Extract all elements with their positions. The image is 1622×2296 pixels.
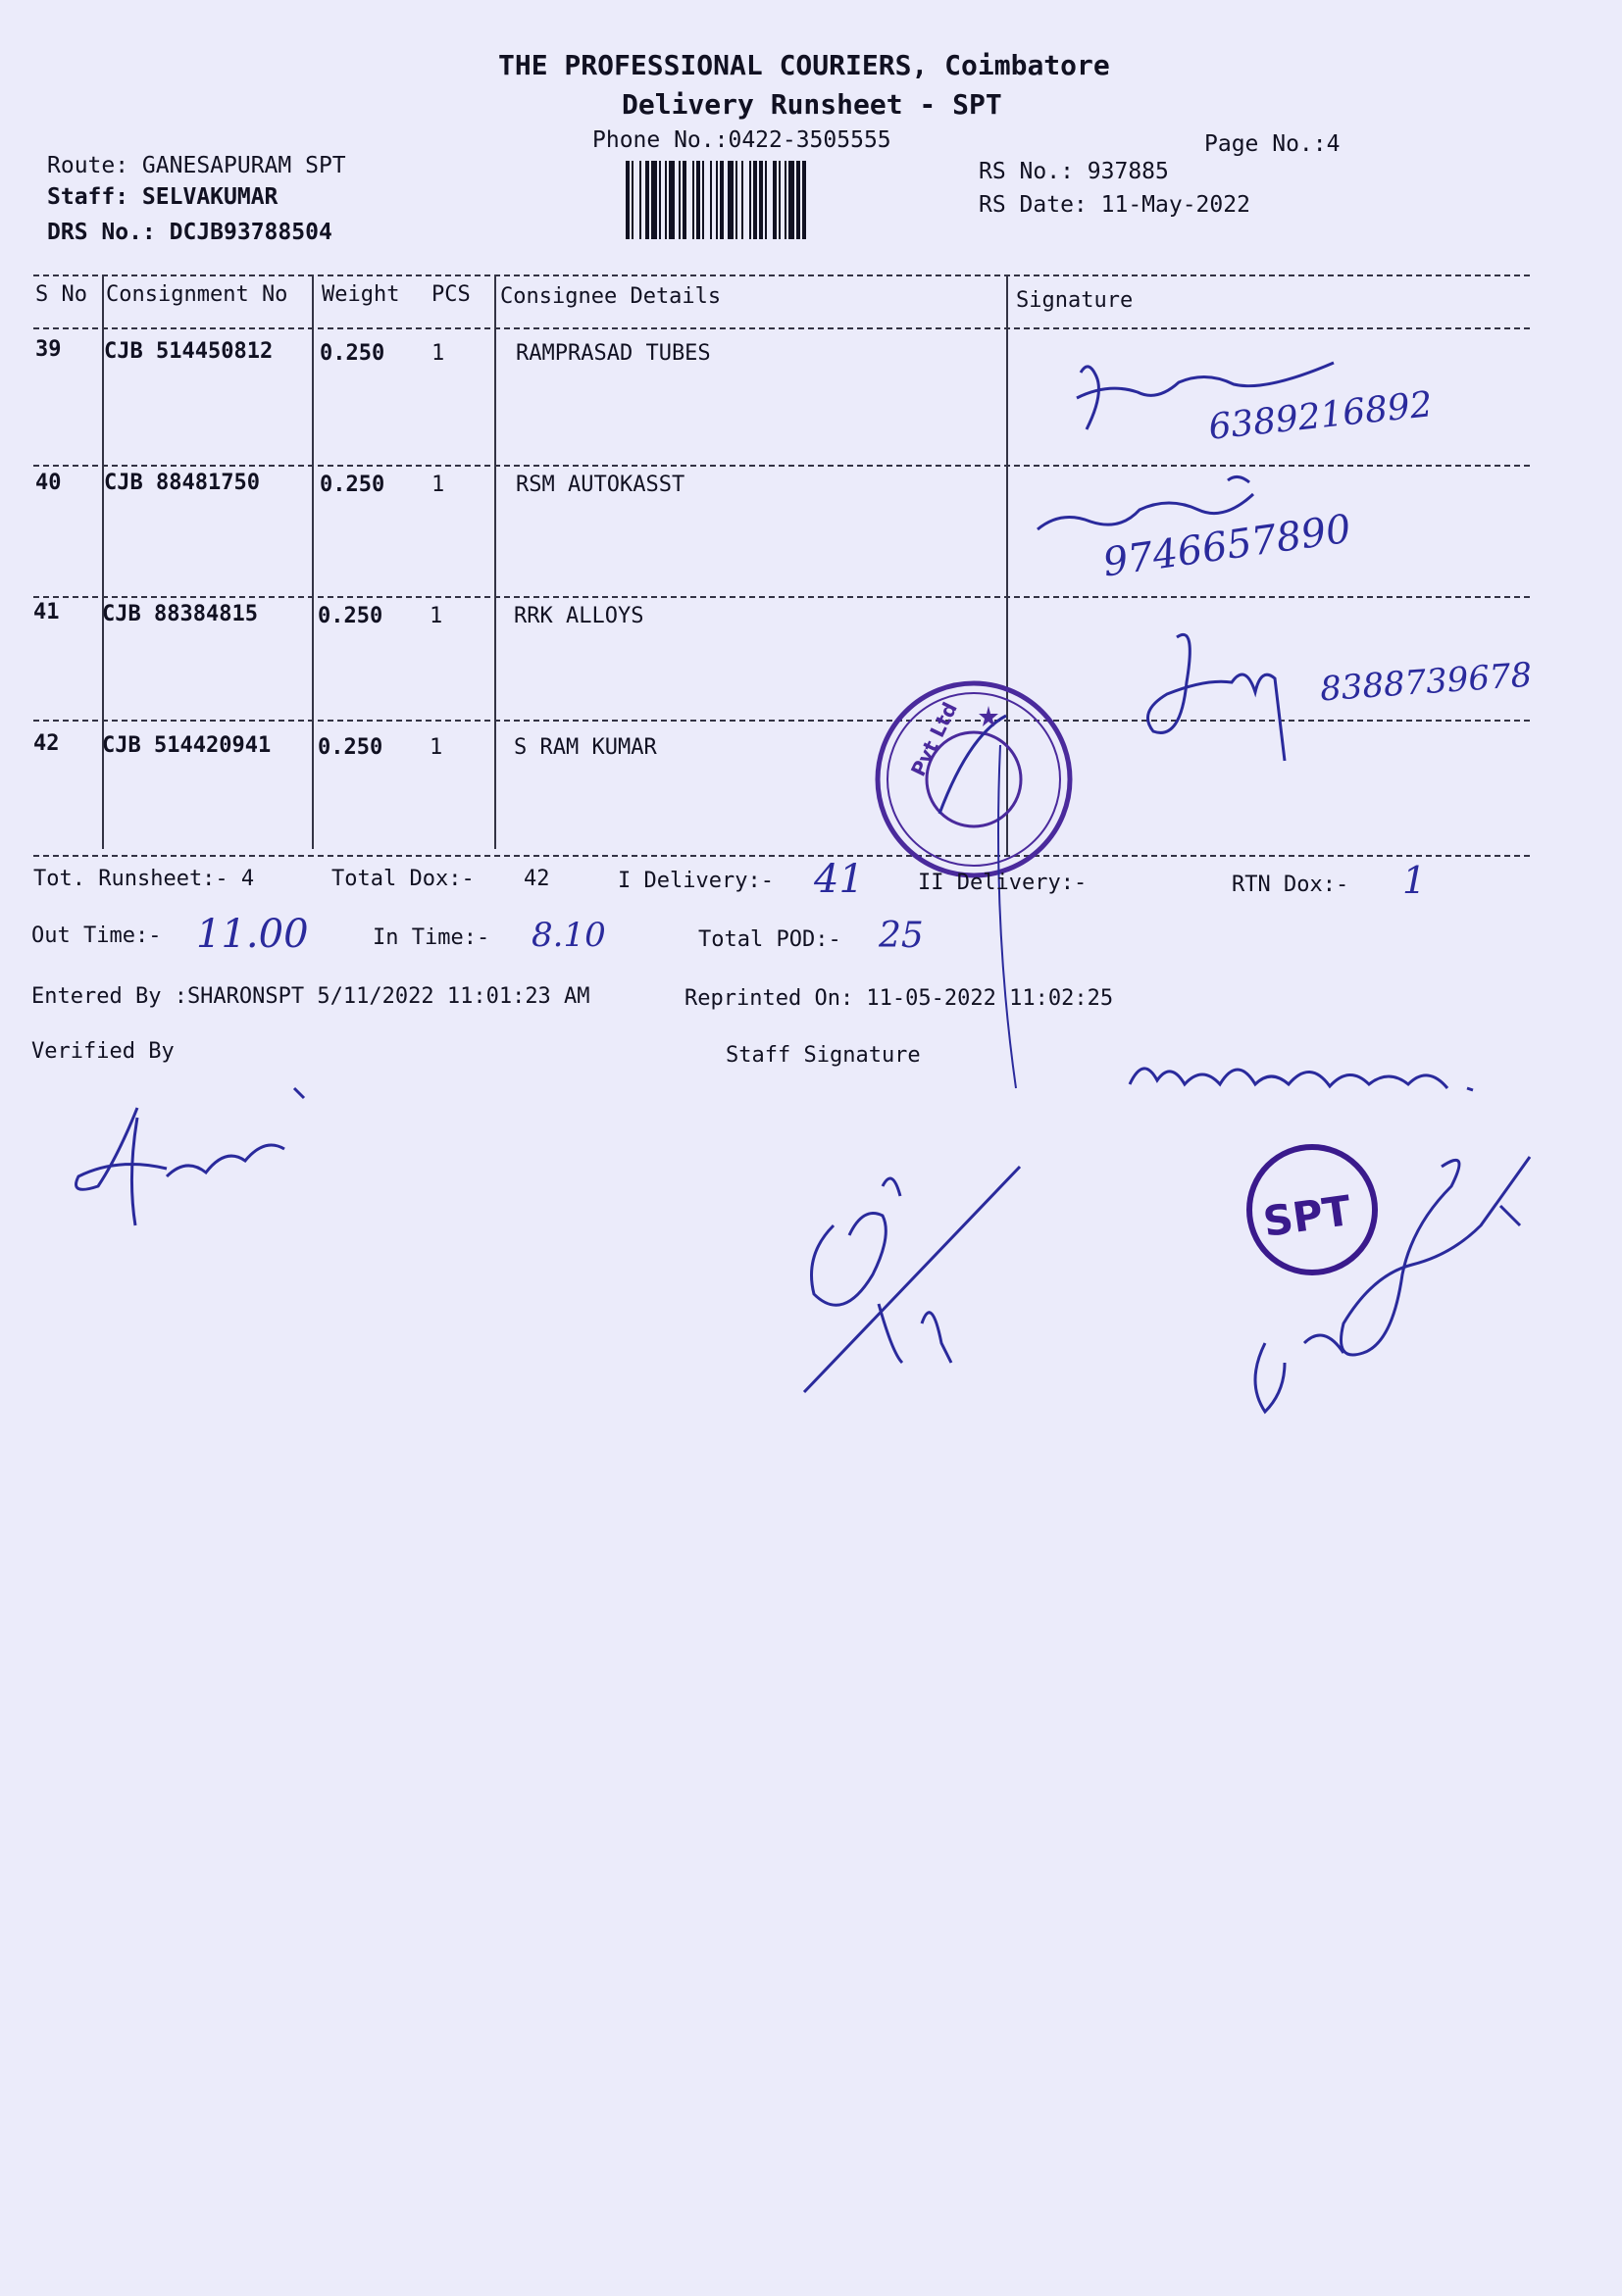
- row-2-phone-note: 9746657890: [1100, 506, 1354, 586]
- rtn-dox-label: RTN Dox:-: [1232, 873, 1349, 897]
- row-1-sno: 39: [35, 337, 62, 362]
- ink-stroke: [981, 745, 1039, 1098]
- row-3-signature: [1138, 624, 1314, 767]
- ii-delivery-label: II Delivery:-: [918, 871, 1088, 895]
- row-2-consignee: RSM AUTOKASST: [516, 473, 685, 497]
- row-1-weight: 0.250: [320, 341, 385, 366]
- table-top-rule: [33, 275, 1530, 276]
- row-4-sno: 42: [33, 731, 60, 756]
- col-header-pcs: PCS: [431, 282, 471, 307]
- in-time-value: 8.10: [532, 916, 606, 955]
- staff-name-handwriting: [1124, 1045, 1496, 1104]
- row-3-pcs: 1: [430, 604, 443, 628]
- total-pod-label: Total POD:-: [698, 927, 841, 952]
- route-label: Route: GANESAPURAM SPT: [47, 153, 346, 178]
- entered-by: Entered By :SHARONSPT 5/11/2022 11:01:23 AM: [31, 984, 590, 1009]
- row-3-consignment: CJB 88384815: [102, 602, 258, 626]
- staff-signature-mark: [785, 1127, 1039, 1402]
- col-header-consignee: Consignee Details: [500, 284, 722, 309]
- phone-number: Phone No.:0422-3505555: [592, 127, 891, 153]
- table-bottom-rule: [33, 855, 1530, 857]
- row-3-sno: 41: [33, 600, 60, 624]
- row-3-consignee: RRK ALLOYS: [514, 604, 644, 628]
- reprinted-on: Reprinted On: 11-05-2022 11:02:25: [684, 986, 1114, 1011]
- in-time-label: In Time:-: [373, 925, 490, 950]
- row-rule-2: [33, 596, 1530, 598]
- row-1-phone-note: 6389216892: [1206, 384, 1435, 448]
- rtn-dox-value: 1: [1402, 859, 1427, 902]
- row-4-consignment: CJB 514420941: [102, 733, 272, 758]
- row-1-consignee: RAMPRASAD TUBES: [516, 341, 711, 366]
- round-seal-text: Pvt Ltd: [905, 698, 962, 780]
- verifier-signature: [59, 1078, 333, 1235]
- row-rule-1: [33, 465, 1530, 467]
- col-header-signature: Signature: [1016, 288, 1134, 313]
- row-4-pcs: 1: [430, 735, 443, 760]
- drs-number: DRS No.: DCJB93788504: [47, 220, 332, 245]
- total-runsheet: Tot. Runsheet:- 4: [33, 867, 255, 891]
- page-number: Page No.:4: [1204, 131, 1341, 157]
- barcode-image: [626, 161, 906, 239]
- runsheet-subtitle: Delivery Runsheet - SPT: [622, 88, 1002, 121]
- verified-by-label: Verified By: [31, 1039, 175, 1064]
- total-dox-label: Total Dox:-: [331, 867, 475, 891]
- total-pod-value: 25: [879, 916, 924, 956]
- col-header-consignment: Consignment No: [106, 282, 288, 307]
- row-2-sno: 40: [35, 471, 62, 495]
- column-divider-3: [494, 276, 496, 849]
- staff-signature-label: Staff Signature: [726, 1043, 921, 1068]
- rs-date: RS Date: 11-May-2022: [979, 192, 1250, 218]
- out-time-value: 11.00: [196, 912, 309, 957]
- row-2-consignment: CJB 88481750: [104, 471, 260, 495]
- row-2-weight: 0.250: [320, 473, 385, 497]
- total-dox-value: 42: [524, 867, 550, 891]
- row-4-consignee: S RAM KUMAR: [514, 735, 657, 760]
- col-header-sno: S No: [35, 282, 87, 307]
- row-1-pcs: 1: [431, 341, 445, 366]
- col-header-weight: Weight: [322, 282, 400, 307]
- staff-label: Staff: SELVAKUMAR: [47, 184, 279, 210]
- row-1-consignment: CJB 514450812: [104, 339, 274, 364]
- row-3-weight: 0.250: [318, 604, 383, 628]
- i-delivery-label: I Delivery:-: [618, 869, 774, 893]
- row-4-weight: 0.250: [318, 735, 383, 760]
- out-time-label: Out Time:-: [31, 923, 162, 948]
- row-3-phone-note: 8388739678: [1318, 655, 1534, 710]
- spt-seal-text: SPT: [1260, 1185, 1354, 1247]
- table-header-rule: [33, 327, 1530, 329]
- column-divider-2: [312, 276, 314, 849]
- i-delivery-value: 41: [814, 857, 864, 902]
- row-2-pcs: 1: [431, 473, 445, 497]
- manager-signature: [1245, 1147, 1540, 1431]
- company-title: THE PROFESSIONAL COURIERS, Coimbatore: [498, 49, 1110, 81]
- rs-number: RS No.: 937885: [979, 159, 1169, 184]
- round-company-seal: [871, 676, 1077, 882]
